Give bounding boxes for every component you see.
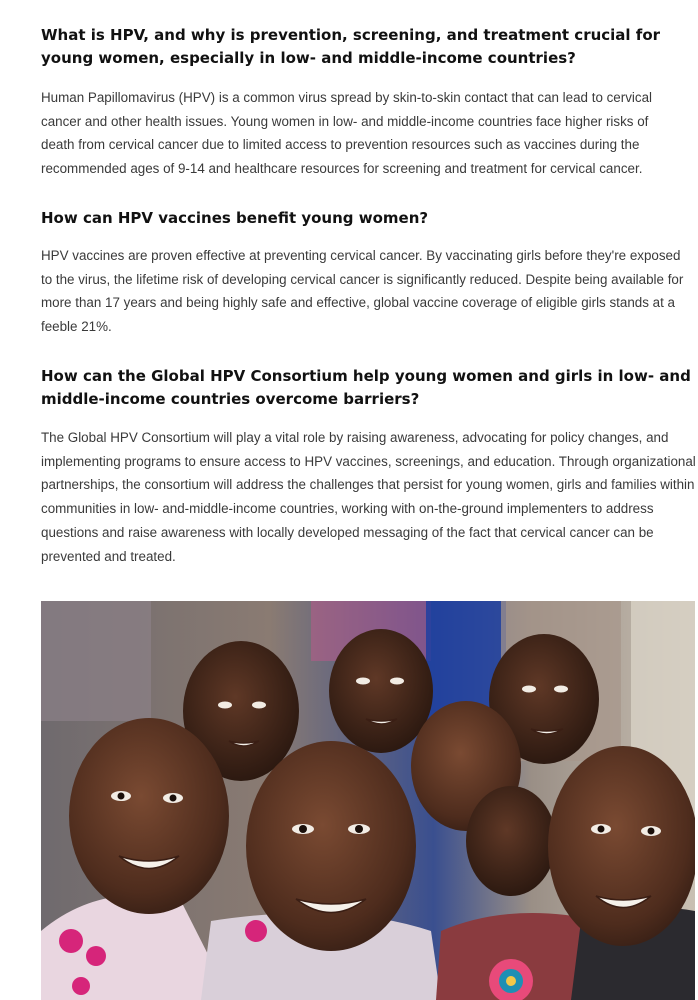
faq-answer-3: The Global HPV Consortium will play a vital role by raising awareness, advocating for policy changes, and implementing programs to ensure access to HPV vaccines, screenings, and education. Through organizational partnerships, the consortium will address the challenges that persist for young women, girls and families within communities in low- and-middle-income countries, working with on-the-ground implementers to address questions and raise awareness with locally developed messaging of the fact that cervical cancer can be prevented and treated. (41, 430, 696, 564)
group-photo-of-smiling-girls (41, 601, 695, 1000)
photo-illustration (41, 601, 695, 1000)
faq-question-1: What is HPV, and why is prevention, screening, and treatment crucial for young women, especially in low- and middle-income countries? (41, 26, 661, 67)
faq-answer-2: HPV vaccines are proven effective at preventing cervical cancer. By vaccinating girls before they're exposed to the virus, the lifetime risk of developing cervical cancer is significantly reduced. Despite being available for more than 17 years and being highly safe and effective, global vaccine coverage of eligible girls stands at a feeble 21%. (41, 248, 684, 335)
faq-answer-1: Human Papillomavirus (HPV) is a common virus spread by skin-to-skin contact that can lead to cervical cancer and other health issues. Young women in low- and middle-income countries face higher risks of death from cervical cancer due to limited access to prevention resources such as vaccines during the recommended ages of 9-14 and healthcare resources for screening and treatment for cervical cancer. (41, 90, 653, 177)
faq-question-3: How can the Global HPV Consortium help young women and girls in low- and middle-income countries overcome barriers? (41, 367, 691, 408)
faq-question-2: How can HPV vaccines benefit young women? (41, 209, 429, 227)
